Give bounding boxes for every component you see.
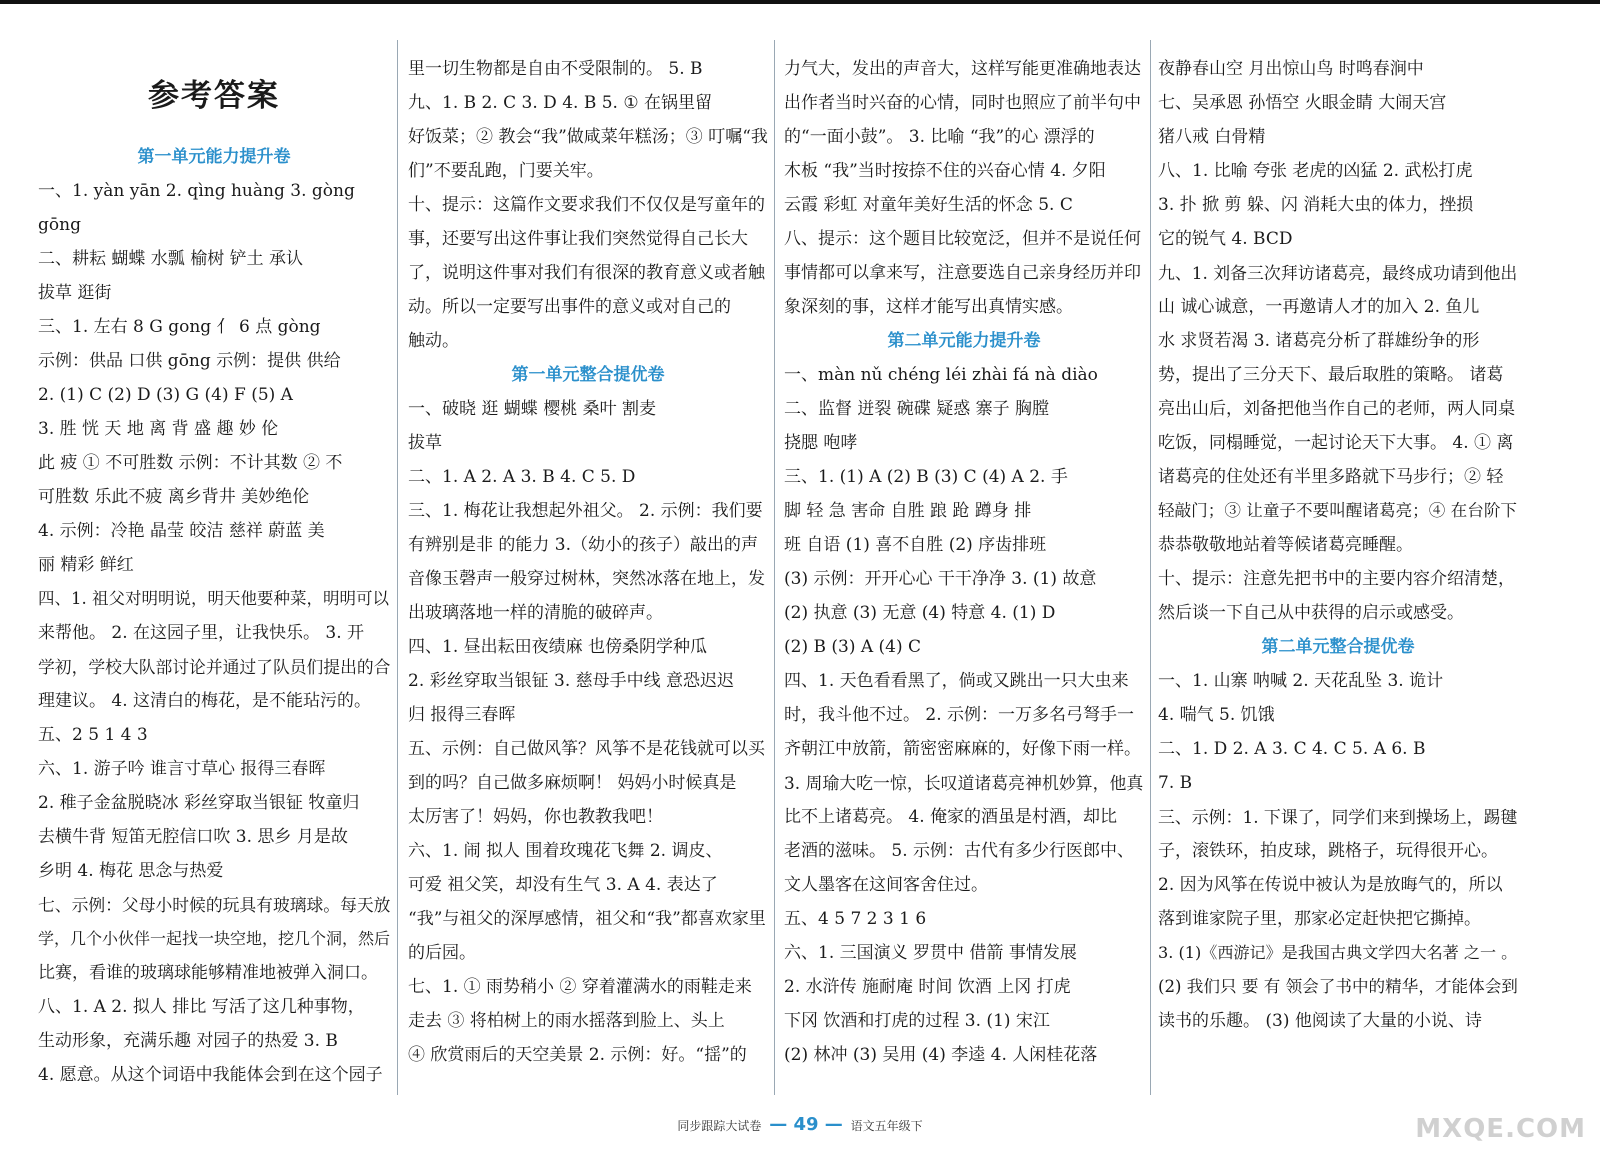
- answer-line: 猪八戒 白骨精: [1158, 127, 1266, 147]
- answer-line: 力气大，发出的声音大，这样写能更准确地表达: [784, 59, 1141, 79]
- section-title: 第二单元能力提升卷: [887, 331, 1041, 351]
- answer-line: gōng: [38, 215, 81, 235]
- answer-line: 九、1. 刘备三次拜访诸葛亮，最终成功请到他出: [1158, 263, 1518, 283]
- answer-line: 归 报得三春晖: [408, 705, 516, 725]
- answer-line: 云霞 彩虹 对童年美好生活的怀念 5. C: [784, 195, 1073, 215]
- answer-line: 亮出山后，刘备把他当作自己的老师，两人同桌: [1158, 399, 1515, 419]
- answer-line: 动。所以一定要写出事件的意义或对自己的: [408, 297, 731, 317]
- answer-line: 四、1. 祖父对明明说，明天他要种菜，明明可以: [38, 589, 389, 608]
- answer-line: 的“一面小鼓”。 3. 比喻 “我”的心 漂浮的: [784, 127, 1095, 147]
- answer-line: 八、提示：这个题目比较宽泛，但并不是说任何: [784, 229, 1141, 249]
- answer-line: 班 自语 (1) 喜不自胜 (2) 序齿排班: [784, 535, 1047, 555]
- answer-line: 学初，学校大队部讨论并通过了队员们提出的合: [38, 657, 390, 677]
- answer-line: 事，还要写出这件事让我们突然觉得自己长大: [408, 229, 748, 249]
- answer-line: 2. 彩丝穿取当银钲 3. 慈母手中线 意恐迟迟: [408, 671, 735, 691]
- answer-line: 好饭菜；② 教会“我”做咸菜年糕汤；③ 叮嘱“我: [408, 127, 768, 147]
- answer-line: 3. 扑 掀 剪 躲、闪 消耗大虫的体力，挫损: [1158, 195, 1474, 215]
- answer-line: 势，提出了三分天下、最后取胜的策略。 诸葛: [1158, 365, 1504, 385]
- answer-line: 触动。: [408, 331, 459, 351]
- answer-line: 六、1. 三国演义 罗贯中 借箭 事情发展: [784, 943, 1077, 963]
- answer-line: 4. 示例：冷艳 晶莹 皎洁 慈祥 蔚蓝 美: [38, 521, 325, 541]
- answer-line: 出玻璃落地一样的清脆的破碎声。: [408, 603, 663, 623]
- answer-line: 脚 轻 急 害命 自胜 踉 跄 蹲身 排: [784, 501, 1032, 521]
- answer-line: 下冈 饮酒和打虎的过程 3. (1) 宋江: [784, 1011, 1050, 1031]
- answer-line: 三、1. (1) A (2) B (3) C (4) A 2. 手: [784, 467, 1068, 487]
- footer-book-title: 同步跟踪大试卷: [677, 1119, 762, 1133]
- answer-line: 十、提示：这篇作文要求我们不仅仅是写童年的: [408, 195, 765, 215]
- answer-line: 子，滚铁环，拍皮球，跳格子，玩得很开心。: [1158, 841, 1498, 861]
- answer-line: 五、2 5 1 4 3: [38, 725, 148, 745]
- answer-line: 3. (1)《西游记》是我国古典文学四大名著 之一 。: [1158, 943, 1518, 962]
- answer-line: “我”与祖父的深厚感情，祖父和“我”都喜欢家里: [408, 909, 766, 929]
- answer-line: 们”不要乱跑，门要关牢。: [408, 161, 604, 181]
- page-footer: [0, 1112, 1600, 1138]
- answer-line: 象深刻的事，这样才能写出真情实感。: [784, 297, 1073, 317]
- page-number: — 49 —: [769, 1114, 843, 1135]
- answer-line: 五、4 5 7 2 3 1 6: [784, 909, 927, 929]
- answer-line: 的后园。: [408, 943, 476, 963]
- answer-line: 三、1. 左右 8 G gong 亻 6 点 gòng: [38, 317, 321, 337]
- answer-line: 六、1. 闹 拟人 围着玫瑰花飞舞 2. 调皮、: [408, 841, 723, 861]
- answer-line: 一、màn nǔ chéng léi zhài fá nà diào: [784, 365, 1098, 385]
- answer-line: 九、1. B 2. C 3. D 4. B 5. ① 在锅里留: [408, 93, 712, 113]
- answer-line: 二、耕耘 蝴蝶 水瓢 榆树 铲土 承认: [38, 249, 304, 269]
- answer-line: 一、1. yàn yān 2. qìng huàng 3. gòng: [38, 181, 355, 201]
- answer-line: 可爱 祖父笑，却没有生气 3. A 4. 表达了: [408, 875, 718, 895]
- answer-line: 一、破晓 逛 蝴蝶 樱桃 桑叶 割麦: [408, 399, 657, 419]
- answer-line: 音像玉磬声一般穿过树林，突然冰落在地上，发: [408, 569, 765, 589]
- answer-line: 拔草: [408, 433, 442, 453]
- answer-line: 乡明 4. 梅花 思念与热爱: [38, 861, 224, 881]
- answer-line: 齐朝江中放箭，箭密密麻麻的，好像下雨一样。: [784, 739, 1141, 759]
- answer-line: 到的吗？自己做多麻烦啊！ 妈妈小时候真是: [408, 773, 737, 793]
- answer-line: 理建议。 4. 这清白的梅花，是不能玷污的。: [38, 691, 372, 711]
- answer-column-2: [408, 0, 768, 1150]
- answer-line: (2) 执意 (3) 无意 (4) 特意 4. (1) D: [784, 603, 1056, 623]
- answer-line: 去横牛背 短笛无腔信口吹 3. 思乡 月是故: [38, 827, 348, 847]
- answer-line: 比赛，看谁的玻璃球能够精准地被弹入洞口。: [38, 963, 378, 983]
- answer-line: 2. 因为风筝在传说中被认为是放晦气的，所以: [1158, 875, 1503, 895]
- answer-line: 山 诚心诚意，一再邀请人才的加入 2. 鱼儿: [1158, 297, 1480, 317]
- answer-line: 示例：供品 口供 gōng 示例：提供 供给: [38, 351, 341, 371]
- answer-line: 夜静春山空 月出惊山鸟 时鸣春涧中: [1158, 59, 1424, 79]
- answer-line: 吃饭，同榻睡觉，一起讨论天下大事。 4. ① 离: [1158, 433, 1514, 453]
- answer-line: 二、1. A 2. A 3. B 4. C 5. D: [408, 467, 636, 487]
- column-divider: [397, 40, 398, 1095]
- answer-line: 八、1. A 2. 拟人 排比 写活了这几种事物，: [38, 997, 365, 1017]
- answer-line: 文人墨客在这间客舍住过。: [784, 875, 988, 895]
- answer-line: 然后谈一下自己从中获得的启示或感受。: [1158, 603, 1464, 623]
- answer-line: 来帮他。 2. 在这园子里，让我快乐。 3. 开: [38, 623, 365, 643]
- answer-line: 有辨别是非 的能力 3.（幼小的孩子）敲出的声: [408, 535, 759, 555]
- answer-line: 四、1. 昼出耘田夜绩麻 也傍桑阴学种瓜: [408, 637, 708, 657]
- answer-line: 七、吴承恩 孙悟空 火眼金睛 大闹天宫: [1158, 93, 1447, 113]
- column-divider: [1150, 40, 1151, 1095]
- answer-line: 出作者当时兴奋的心情，同时也照应了前半句中: [784, 93, 1141, 113]
- answer-line: 三、示例：1. 下课了，同学们来到操场上，踢毽: [1158, 807, 1518, 827]
- page-title: 参考答案: [148, 78, 280, 114]
- answer-line: 2. (1) C (2) D (3) G (4) F (5) A: [38, 385, 293, 405]
- answer-line: 2. 水浒传 施耐庵 时间 饮酒 上冈 打虎: [784, 977, 1071, 997]
- answer-line: 七、1. ① 雨势稍小 ② 穿着灌满水的雨鞋走来: [408, 977, 752, 997]
- answer-line: 四、1. 天色看看黑了，倘或又跳出一只大虫来: [784, 671, 1129, 691]
- answer-line: 此 疲 ① 不可胜数 示例：不计其数 ② 不: [38, 453, 343, 473]
- answer-line: 十、提示：注意先把书中的主要内容介绍清楚，: [1158, 569, 1515, 589]
- answer-line: 可胜数 乐此不疲 离乡背井 美妙绝伦: [38, 487, 310, 507]
- answer-line: 生动形象，充满乐趣 对园子的热爱 3. B: [38, 1031, 338, 1051]
- answer-line: 诸葛亮的住处还有半里多路就下马步行；② 轻: [1158, 467, 1504, 487]
- answer-line: 水 求贤若渴 3. 诸葛亮分析了群雄纷争的形: [1158, 331, 1480, 351]
- answer-line: 六、1. 游子吟 谁言寸草心 报得三春晖: [38, 759, 326, 779]
- answer-line: ④ 欣赏雨后的天空美景 2. 示例：好。“揺”的: [408, 1045, 747, 1065]
- answer-line: 3. 胜 恍 天 地 离 背 盛 趣 妙 伦: [38, 419, 279, 439]
- answer-line: 3. 周瑜大吃一惊，长叹道诸葛亮神机妙算，他真: [784, 773, 1144, 793]
- column-divider: [774, 40, 775, 1095]
- answer-line: 八、1. 比喻 夸张 老虎的凶猛 2. 武松打虎: [1158, 161, 1473, 181]
- answer-line: 走去 ③ 将柏树上的雨水摇落到脸上、头上: [408, 1011, 725, 1031]
- answer-line: 4. 愿意。从这个词语中我能体会到在这个园子: [38, 1065, 383, 1085]
- answer-line: 2. 稚子金盆脱晓冰 彩丝穿取当银钲 牧童归: [38, 793, 360, 813]
- answer-line: (2) B (3) A (4) C: [784, 637, 922, 657]
- answer-line: 太厉害了！妈妈，你也教教我吧！: [408, 807, 663, 827]
- answer-line: 二、1. D 2. A 3. C 4. C 5. A 6. B: [1158, 739, 1426, 759]
- answer-column-3: [784, 0, 1144, 1150]
- answer-line: 一、1. 山寨 呐喊 2. 天花乱坠 3. 诡计: [1158, 671, 1444, 691]
- watermark-text: MXQE.COM: [1415, 1114, 1586, 1144]
- answer-line: 它的锐气 4. BCD: [1158, 229, 1293, 249]
- answer-line: 4. 喘气 5. 饥饿: [1158, 705, 1275, 725]
- answer-line: 老酒的滋味。 5. 示例：古代有多少行医郎中、: [784, 841, 1135, 861]
- answer-line: 时，我斗他不过。 2. 示例：一万多名弓弩手一: [784, 705, 1135, 725]
- answer-line: (3) 示例：开开心心 干干净净 3. (1) 故意: [784, 569, 1097, 589]
- answer-line: 落到谁家院子里，那家必定赶快把它撕掉。: [1158, 909, 1481, 929]
- answer-line: 二、监督 迸裂 碗碟 疑惑 寨子 胸膛: [784, 399, 1050, 419]
- answer-line: 恭恭敬敬地站着等候诸葛亮睡醒。: [1158, 535, 1413, 555]
- answer-line: (2) 林冲 (3) 吴用 (4) 李逵 4. 人闲桂花落: [784, 1045, 1098, 1065]
- answer-column-1: [38, 0, 390, 1098]
- answer-column-4: [1158, 0, 1518, 1150]
- section-title: 第一单元整合提优卷: [511, 365, 665, 385]
- answer-line: 五、示例：自己做风筝？风筝不是花钱就可以买: [408, 739, 765, 759]
- section-title: 第二单元整合提优卷: [1261, 637, 1415, 657]
- answer-line: 事情都可以拿来写，注意要选自己亲身经历并印: [784, 263, 1141, 283]
- answer-line: (2) 我们只 要 有 领会了书中的精华，才能体会到: [1158, 977, 1518, 996]
- answer-line: 比不上诸葛亮。 4. 俺家的酒虽是村酒，却比: [784, 807, 1118, 827]
- answer-line: 轻敲门；③ 让童子不要叫醒诸葛亮；④ 在台阶下: [1158, 501, 1518, 520]
- answer-line: 挠腮 咆哮: [784, 433, 858, 453]
- section-title: 第一单元能力提升卷: [137, 147, 291, 167]
- answer-line: 拔草 逛街: [38, 283, 112, 303]
- answer-line: 七、示例：父母小时候的玩具有玻璃球。每天放: [38, 895, 390, 915]
- answer-line: 里一切生物都是自由不受限制的。 5. B: [408, 59, 703, 79]
- answer-line: 7. B: [1158, 773, 1193, 793]
- answer-line: 木板 “我”当时按捺不住的兴奋心情 4. 夕阳: [784, 161, 1106, 181]
- footer-subject: 语文五年级下: [850, 1119, 923, 1133]
- watermark-logo: [1415, 1082, 1592, 1144]
- answer-line: 了，说明这件事对我们有很深的教育意义或者触: [408, 263, 765, 283]
- answer-line: 学，几个小伙伴一起找一块空地，挖几个洞，然后: [38, 929, 390, 948]
- answer-line: 丽 精彩 鲜红: [38, 555, 134, 575]
- answer-line: 读书的乐趣。 (3) 他阅读了大量的小说、诗: [1158, 1011, 1482, 1031]
- answer-line: 三、1. 梅花让我想起外祖父。 2. 示例：我们要: [408, 501, 763, 521]
